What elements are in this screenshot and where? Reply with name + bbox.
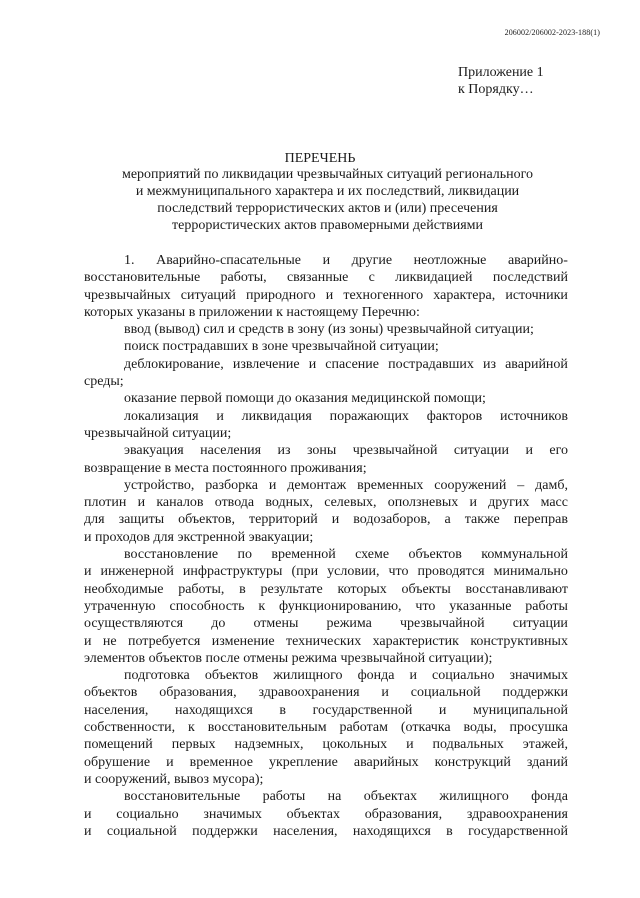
body-line: ввод (вывод) сил и средств в зону (из зоны) чрезвычайной ситуации; [124, 322, 534, 338]
appendix-reference [458, 64, 544, 98]
body-line: чрезвычайной ситуации; [84, 425, 232, 441]
body-line: собственности, к восстановительным работам (откачка воды, просушка [84, 720, 568, 736]
subtitle-line: последствий террористических актов и (или) пресечения [157, 201, 498, 216]
subtitle-line: и межмуниципального характера и их последствий, ликвидации [135, 184, 520, 199]
document-subtitle [85, 166, 570, 234]
appendix-line-2: к Порядку… [458, 82, 534, 97]
body-line: восстановительные работы на объектах жилищного фонда [124, 789, 568, 805]
body-line: 1. Аварийно-спасательные и другие неотложные аварийно- [124, 253, 568, 268]
body-line: среды; [84, 374, 124, 390]
body-line: эвакуация населения из зоны чрезвычайной ситуации и его [124, 443, 568, 459]
body-line: и не потребуется изменение технических характеристик конструктивных [84, 633, 568, 649]
document-title: ПЕРЕЧЕНЬ [284, 151, 356, 166]
body-line: необходимые работы, в результате которых объекты восстанавливают [84, 581, 568, 597]
body-line: плотин и каналов отвода водных, селевых, оползневых и других масс [84, 495, 568, 511]
body-line: возвращение в места постоянного проживания; [84, 460, 367, 476]
subtitle-line: террористических актов правомерными действиями [172, 218, 483, 233]
body-line: деблокирование, извлечение и спасение пострадавших из аварийной [124, 356, 568, 372]
body-line: и социально значимых объектах образования, здравоохранения [84, 806, 568, 822]
document-id: 206002/206002-2023-188(1) [504, 28, 600, 37]
body-line: обрушение и временное укрепление аварийных конструкций зданий [84, 754, 568, 770]
body-line: и инженерной инфраструктуры (при условии, что проводятся минимально [84, 564, 568, 580]
body-line: восстановление по временной схеме объектов коммунальной [124, 547, 568, 563]
body-line: устройство, разборка и демонтаж временных сооружений – дамб, [124, 477, 568, 493]
appendix-line-1: Приложение 1 [458, 65, 544, 80]
body-line: которых указаны в приложении к настоящему Перечню: [84, 304, 420, 320]
body-line: подготовка объектов жилищного фонда и социально значимых [124, 668, 568, 684]
subtitle-line: мероприятий по ликвидации чрезвычайных ситуаций регионального [121, 167, 534, 182]
body-line: помещений первых надземных, цокольных и подвальных этажей, [84, 737, 568, 753]
body-line: и проходов для экстренной эвакуации; [84, 529, 314, 545]
body-line: поиск пострадавших в зоне чрезвычайной ситуации; [124, 339, 439, 355]
body-line: осуществляются до отмены режима чрезвычайной ситуации [84, 616, 568, 632]
body-line: элементов объектов после отмены режима чрезвычайной ситуации); [84, 650, 493, 666]
body-line: объектов образования, здравоохранения и социальной поддержки [84, 685, 568, 701]
body-line: и социальной поддержки населения, находящихся в государственной [84, 823, 568, 839]
body-line: локализация и ликвидация поражающих факторов источников [124, 408, 568, 424]
document-body [84, 252, 568, 840]
body-line: утраченную способность к функционированию, что указанные работы [84, 598, 568, 614]
body-line: оказание первой помощи до оказания медицинской помощи; [124, 391, 486, 407]
body-line: и сооружений, вывоз мусора); [84, 771, 264, 787]
body-line: населения, находящихся в государственной и муниципальной [84, 702, 568, 718]
body-line: восстановительные работы, связанные с ликвидацией последствий [84, 270, 568, 286]
body-line: чрезвычайных ситуаций природного и техногенного характера, источники [84, 287, 568, 303]
body-line: для защиты объектов, территорий и водозаборов, а также переправ [84, 512, 568, 528]
